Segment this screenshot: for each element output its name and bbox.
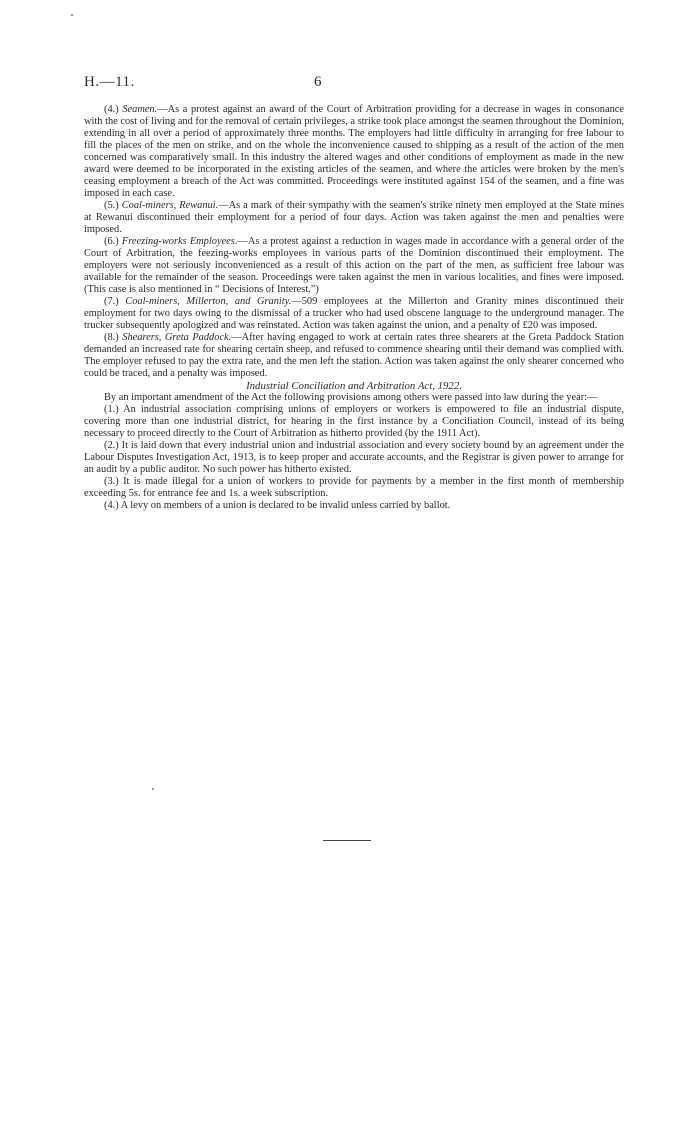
paragraph-text: —509 employees at the Millerton and Granity mines discontinued their employment for two days owing to the dismissal of a trucker who had used obscene language to the underground manager. The trucker subsequently apologized and was reinstated. Action was taken against the union, and a penalty of £20 was imposed. [84,296,625,331]
scan-speck [71,14,73,16]
item-number: (7.) [104,296,126,307]
item-number: (8.) [104,332,123,343]
item-number: (5.) [104,200,122,211]
paragraph-text: —As a mark of their sympathy with the seamen's strike ninety men employed at the State mines at Rewanui discontinued their employment for a period of four days. Action was taken against the men and penalties were imposed. [84,200,625,235]
body-text [84,104,624,512]
paragraph-text: —As a protest against an award of the Court of Arbitration providing for a decrease in wages in consonance with the cost of living and for the removal of certain privileges, a strike took place amongst the seamen throughout the Dominion, extending in all over a period of approximately three months. The employers had little difficulty in arranging for free labour to fill the places of the men on strike, and on the whole the inconvenience caused to shipping as a result of the action of the men concerned was comparatively small. In this industry the altered wages and other conditions of employment as made in the new award were deemed to be incorporated in the existing articles of the seamen, and where the articles were broken by the men's ceasing employment a breach of the Act was committed. Proceedings were instituted against 154 of the seamen, and a fine was imposed in each case. [84,104,625,199]
closing-rule [323,840,371,841]
paragraph-title: Coal-miners, Rewanui. [121,200,219,211]
provision-item: (2.) It is laid down that every industrial union and industrial association and every society bound by an agreement under the Labour Disputes Investigation Act, 1913, is to keep proper and accurate accounts, and the Registrar is given power to arrange for an audit by a public auditor. No such power has hitherto existed. [84,440,624,475]
paragraph-text: —After having engaged to work at certain rates three shearers at the Greta Paddock Station demanded an increased rate for shearing certain sheep, and refused to commence shearing until their demand was complied with. The employer refused to pay the extra rate, and the men left the station. Action was taken against the only shearer concerned who could be traced, and a penalty was imposed. [84,332,624,379]
page-number: 6 [314,74,322,90]
scan-speck [152,788,154,790]
paragraph-title: Shearers, Greta Paddock. [122,332,232,343]
section-intro: By an important amendment of the Act the following provisions among others were passed into law during the year:— [104,392,598,403]
provision-item: (3.) It is made illegal for a union of workers to provide for payments by a member in the first month of membership exceeding 5s. for entrance fee and 1s. a week subscription. [84,476,624,499]
paragraph-coal-miners-rewanui [84,200,624,236]
paragraph-shearers [84,332,624,380]
paragraph-seamen [84,104,624,200]
paragraph-freezing-works [84,236,624,296]
document-reference: H.—11. [84,74,135,90]
section-heading: Industrial Conciliation and Arbitration Act, 1922. [246,380,462,392]
page-header [84,74,624,96]
paragraph-coal-miners-millerton [84,296,624,332]
item-number: (6.) [104,236,122,247]
paragraph-title: Freezing-works Employees. [121,236,238,247]
paragraph-title: Coal-miners, Millerton, and Granity. [125,296,292,307]
paragraph-text: —As a protest against a reduction in wages made in accordance with a general order of the Court of Arbitration, the feezing-works employees in various parts of the Dominion discontinued their employment. The employers were not seriously inconvenienced as a result of this action on the part of the men, as sufficient free labour was available for the remainder of the season. Proceedings were taken against the men in various localities, and fines were imposed. (This case is also mentioned in “ Decisions of Interest.”) [84,236,624,295]
provision-item: (1.) An industrial association comprising unions of employers or workers is empowered to file an industrial dispute, covering more than one industrial district, for hearing in the first instance by a Conciliation Council, instead of its being necessary to proceed directly to the Court of Arbitration as hitherto provided (by the 1911 Act). [84,404,624,439]
item-number: (4.) [104,104,123,115]
provision-item: (4.) A levy on members of a union is declared to be invalid unless carried by ballot. [104,500,451,511]
paragraph-title: Seamen. [122,104,158,115]
